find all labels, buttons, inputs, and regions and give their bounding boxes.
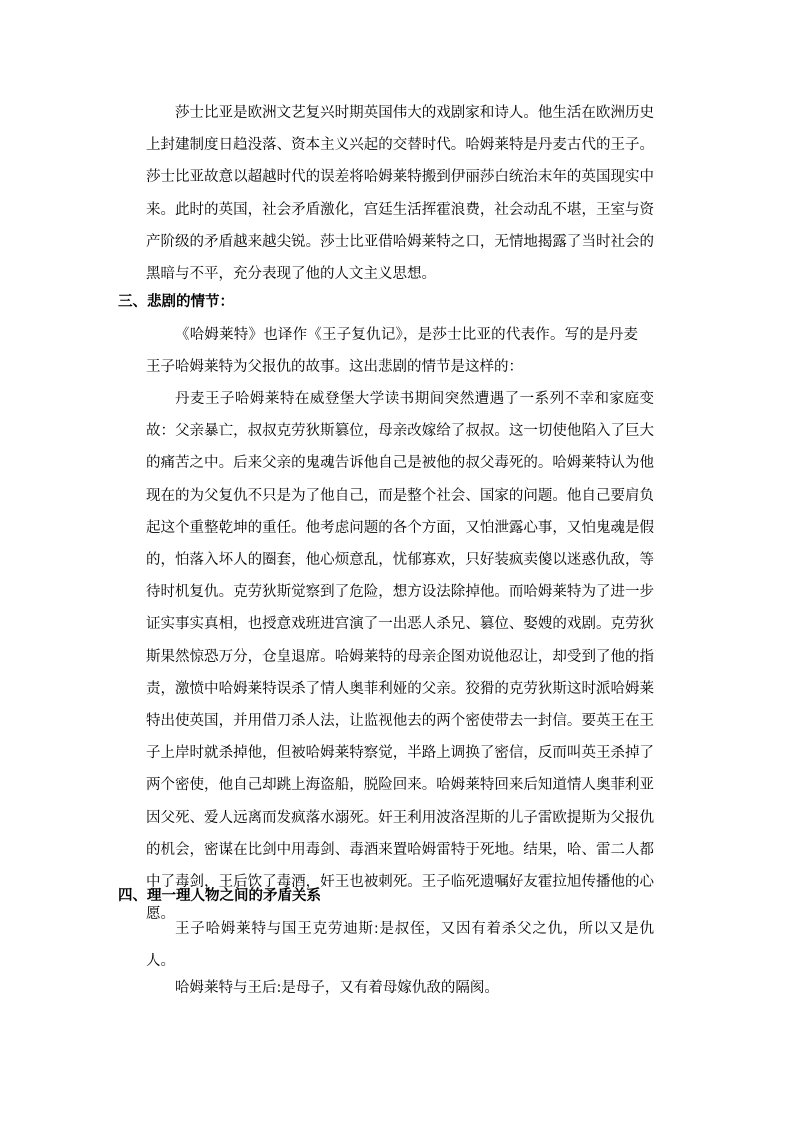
intro-paragraph: 莎士比亚是欧洲文艺复兴时期英国伟大的戏剧家和诗人。他生活在欧洲历史上封建制度日趋没落、资本主义兴起的交替时代。哈姆莱特是丹麦古代的王子。莎士比亚故意以超越时代的误差将哈姆莱特搬到伊丽莎白统治末年的英国现实中来。此时的英国，社会矛盾激化，宫廷生活挥霍浪费，社会动乱不堪，王室与资产阶级的矛盾越来越尖锐。莎士比亚借哈姆莱特之口，无情地揭露了当时社会的黑暗与不平，充分表现了他的人文主义思想。 bbox=[146, 105, 654, 283]
section-3-heading: 三、悲剧的情节： bbox=[118, 294, 234, 310]
section-4-heading: 四、理一理人物之间的矛盾关系 bbox=[118, 888, 321, 904]
section-3-paragraph-2: 丹麦王子哈姆莱特在威登堡大学读书期间突然遭遇了一系列不幸和家庭变故：父亲暴亡，叔叔克劳狄斯篡位，母亲改嫁给了叔叔。这一切使他陷入了巨大的痛苦之中。后来父亲的鬼魂告诉他自己是被他的叔父毒死的。哈姆莱特认为他现在的为父复仇不只是为了他自己，而是整个社会、国家的问题。他自己要肩负起这个重整乾坤的重任。他考虑问题的各个方面，又怕泄露心事，又怕鬼魂是假的，怕落入坏人的圈套，他心烦意乱，忧郁寡欢，只好装疯卖傻以迷惑仇敌，等待时机复仇。克劳狄斯觉察到了危险，想方设法除掉他。而哈姆莱特为了进一步证实事实真相，也授意戏班进宫演了一出恶人杀兄、篡位、娶嫂的戏剧。克劳狄斯果然惊恐万分，仓皇退席。哈姆莱特的母亲企图劝说他忍让，却受到了他的指责，激愤中哈姆莱特误杀了情人奥菲利娅的父亲。狡猾的克劳狄斯这时派哈姆莱特出使英国，并用借刀杀人法，让监视他去的两个密使带去一封信。要英王在王子上岸时就杀掉他，但被哈姆莱特察觉，半路上调换了密信，反而叫英王杀掉了两个密使，他自己却跳上海盗船，脱险回来。哈姆莱特回来后知道情人奥菲利亚因父死、爱人远离而发疯落水溺死。奸王利用波洛涅斯的儿子雷欧提斯为父报仇的机会，密谋在比剑中用毒剑、毒酒来置哈姆雷特于死地。结果，哈、雷二人都中了毒剑，王后饮了毒酒，奸王也被刺死。王子临死遗嘱好友霍拉旭传播他的心愿。 bbox=[146, 391, 654, 923]
section-4-paragraph-2: 哈姆莱特与王后:是母子，又有着母嫁仇敌的隔阂。 bbox=[175, 980, 499, 996]
section-3-paragraph-1: 《哈姆莱特》也译作《王子复仇记》，是莎士比亚的代表作。写的是丹麦王子哈姆莱特为父报仇的故事。这出悲剧的情节是这样的： bbox=[146, 327, 638, 376]
section-4-paragraph-1: 王子哈姆莱特与国王克劳迪斯:是叔侄，又因有着杀父之仇，所以又是仇人。 bbox=[146, 921, 654, 970]
